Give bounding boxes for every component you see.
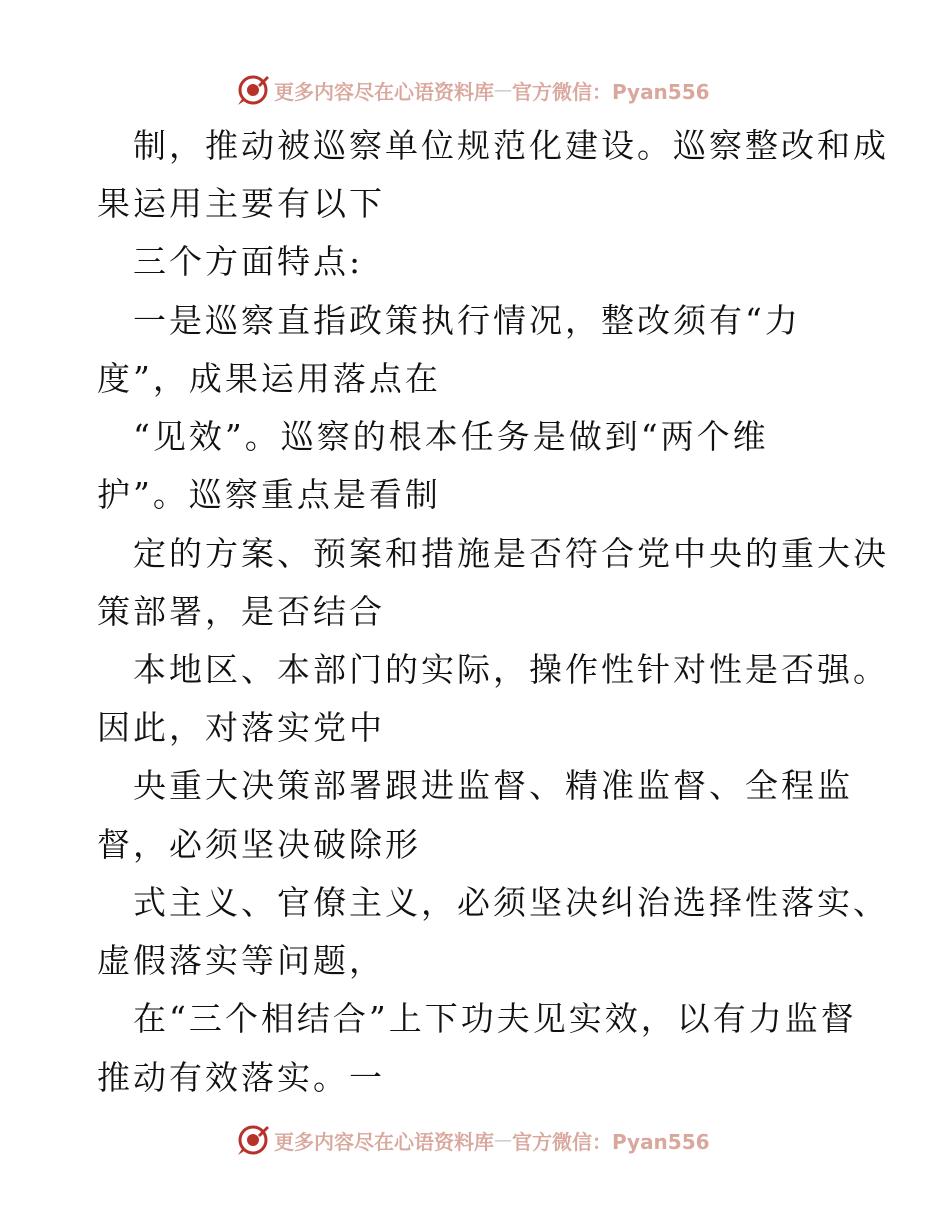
text-line: 因此，对落实党中: [97, 708, 385, 747]
text-line: 果运用主要有以下: [97, 184, 385, 223]
watermark-text: 更多内容尽在心语资料库: [274, 1129, 494, 1154]
watermark-suffix: 官方微信：Pyan556: [512, 79, 710, 104]
text-line: 制，推动被巡察单位规范化建设。巡察整改和成: [97, 126, 889, 165]
text-line: 策部署，是否结合: [97, 592, 385, 631]
pen-seal-logo-icon: [236, 73, 270, 107]
text-line: 央重大决策部署跟进监督、精准监督、全程监: [97, 766, 853, 805]
text-line: 护”。巡察重点是看制: [97, 475, 441, 514]
watermark-suffix: 官方微信：Pyan556: [512, 1129, 710, 1154]
text-line: 推动有效落实。一: [97, 1058, 385, 1097]
watermark-separator: —: [494, 79, 512, 101]
pen-seal-logo-icon: [236, 1123, 270, 1157]
watermark-text: 更多内容尽在心语资料库: [274, 79, 494, 104]
text-line: 度”，成果运用落点在: [97, 359, 441, 398]
text-line: “见效”。巡察的根本任务是做到“两个维: [97, 417, 769, 456]
text-line: 本地区、本部门的实际，操作性针对性是否强。: [97, 650, 889, 689]
header-watermark: [236, 72, 710, 108]
text-line: 在“三个相结合”上下功夫见实效，以有力监督: [97, 999, 857, 1038]
watermark-separator: —: [494, 1129, 512, 1151]
text-line: 式主义、官僚主义，必须坚决纠治选择性落实、: [97, 883, 889, 922]
text-line: 三个方面特点:: [97, 242, 364, 281]
text-line: 虚假落实等问题，: [97, 941, 385, 980]
text-line: 督，必须坚决破除形: [97, 825, 421, 864]
text-line: 定的方案、预案和措施是否符合党中央的重大决: [97, 534, 889, 573]
text-line: 一是巡察直指政策执行情况，整改须有“力: [97, 301, 801, 340]
footer-watermark: [236, 1122, 710, 1158]
